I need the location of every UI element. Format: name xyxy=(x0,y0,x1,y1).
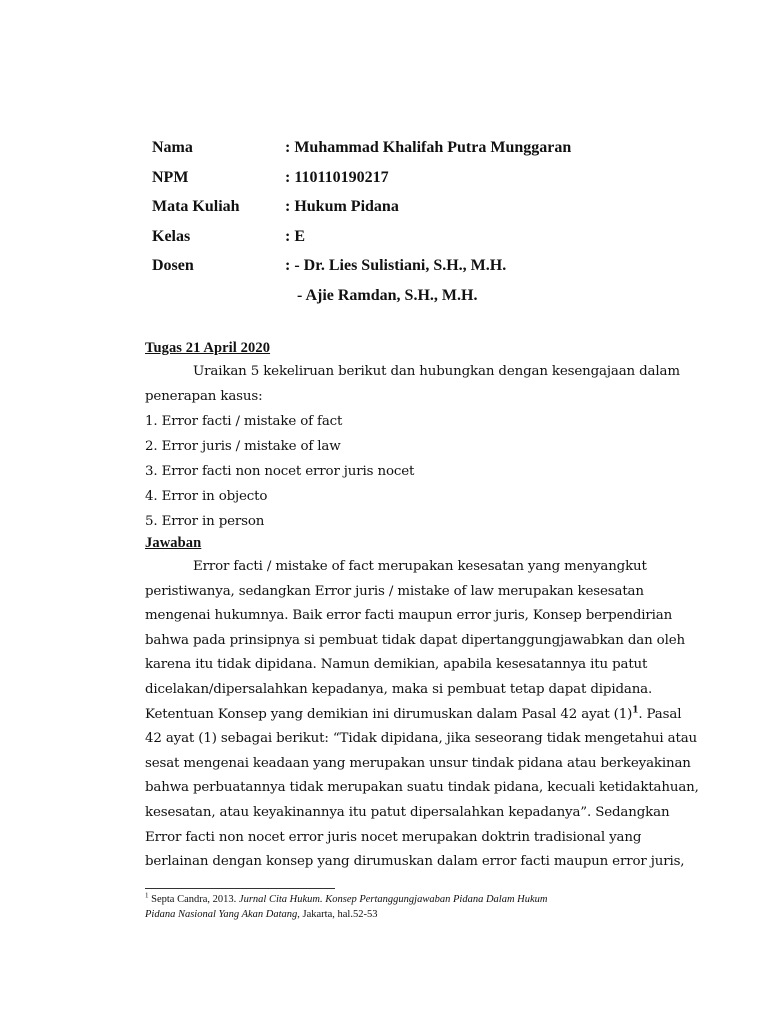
task-item: 1. Error facti / mistake of fact xyxy=(145,414,343,429)
course-label: Mata Kuliah xyxy=(152,198,240,215)
footnote-separator xyxy=(145,888,335,889)
footnote-author: Septa Candra, 2013. xyxy=(148,894,239,905)
answer-line: dicelakan/dipersalahkan kepadanya, maka si pembuat tetap dapat dipidana. xyxy=(145,681,653,697)
footnote xyxy=(145,892,665,922)
answer-line-text: Ketentuan Konsep yang demikian ini dirumuskan dalam Pasal 42 ayat (1) xyxy=(145,706,633,722)
task-heading: Tugas 21 April 2020 xyxy=(145,340,271,356)
footnote-rest: , Jakarta, hal.52-53 xyxy=(297,909,378,920)
footnote-journal-cont: Pidana Nasional Yang Akan Datang xyxy=(145,909,298,920)
answer-heading: Jawaban xyxy=(145,535,202,551)
answer-line: Error facti / mistake of fact merupakan kesesatan yang menyangkut xyxy=(193,559,647,574)
answer-line: karena itu tidak dipidana. Namun demikian, apabila kesesatannya itu patut xyxy=(145,657,648,673)
footnote-journal: Jurnal Cita Hukum. Konsep Pertanggungjawaban Pidana Dalam Hukum xyxy=(238,894,548,905)
task-item: 2. Error juris / mistake of law xyxy=(145,439,341,454)
npm-label: NPM xyxy=(152,168,189,186)
answer-line: 42 ayat (1) sebagai berikut: “Tidak dipidana, jika seseorang tidak mengetahui atau xyxy=(145,731,698,747)
footnote-number: 1 xyxy=(145,891,149,900)
class-label: Kelas xyxy=(152,227,191,245)
footnote-reference[interactable]: 1 xyxy=(632,705,639,716)
task-item: 5. Error in person xyxy=(145,514,265,529)
answer-line-with-footnote xyxy=(145,703,682,728)
answer-line: peristiwanya, sedangkan Error juris / mistake of law merupakan kesesatan xyxy=(145,583,644,599)
answer-line-suffix: . Pasal xyxy=(638,706,682,722)
answer-line: mengenai hukumnya. Baik error facti maupun error juris, Konsep berpendirian xyxy=(145,608,673,624)
course-value: : Hukum Pidana xyxy=(285,198,399,215)
answer-line: sesat mengenai keadaan yang merupakan unsur tindak pidana atau berkeyakinan xyxy=(145,755,691,771)
name-label: Nama xyxy=(152,139,193,156)
npm-value: : 110110190217 xyxy=(285,168,389,186)
task-intro-line-1: Uraikan 5 kekeliruan berikut dan hubungkan dengan kesengajaan dalam xyxy=(193,364,680,379)
answer-line: bahwa perbuatannya tidak merupakan suatu tindak pidana, kecuali ketidaktahuan, xyxy=(145,780,699,796)
answer-line: berlainan dengan konsep yang dirumuskan dalam error facti maupun error juris, xyxy=(145,854,685,870)
task-item: 4. Error in objecto xyxy=(145,489,268,504)
answer-line: bahwa pada prinsipnya si pembuat tidak dapat dipertanggungjawabkan dan oleh xyxy=(145,632,685,648)
name-value: : Muhammad Khalifah Putra Munggaran xyxy=(285,139,572,156)
lecturer-label: Dosen xyxy=(152,257,194,274)
answer-line: Error facti non nocet error juris nocet merupakan doktrin tradisional yang xyxy=(145,829,642,845)
task-intro-line-2: penerapan kasus: xyxy=(145,389,263,404)
class-value: : E xyxy=(285,227,305,245)
document-body xyxy=(145,337,699,875)
lecturer-value-2: - Ajie Ramdan, S.H., M.H. xyxy=(297,286,478,304)
task-item: 3. Error facti non nocet error juris nocet xyxy=(145,464,415,479)
answer-line: kesesatan, atau keyakinannya itu patut dipersalahkan kepadanya”. Sedangkan xyxy=(145,804,670,820)
lecturer-value-1: : - Dr. Lies Sulistiani, S.H., M.H. xyxy=(285,257,507,274)
